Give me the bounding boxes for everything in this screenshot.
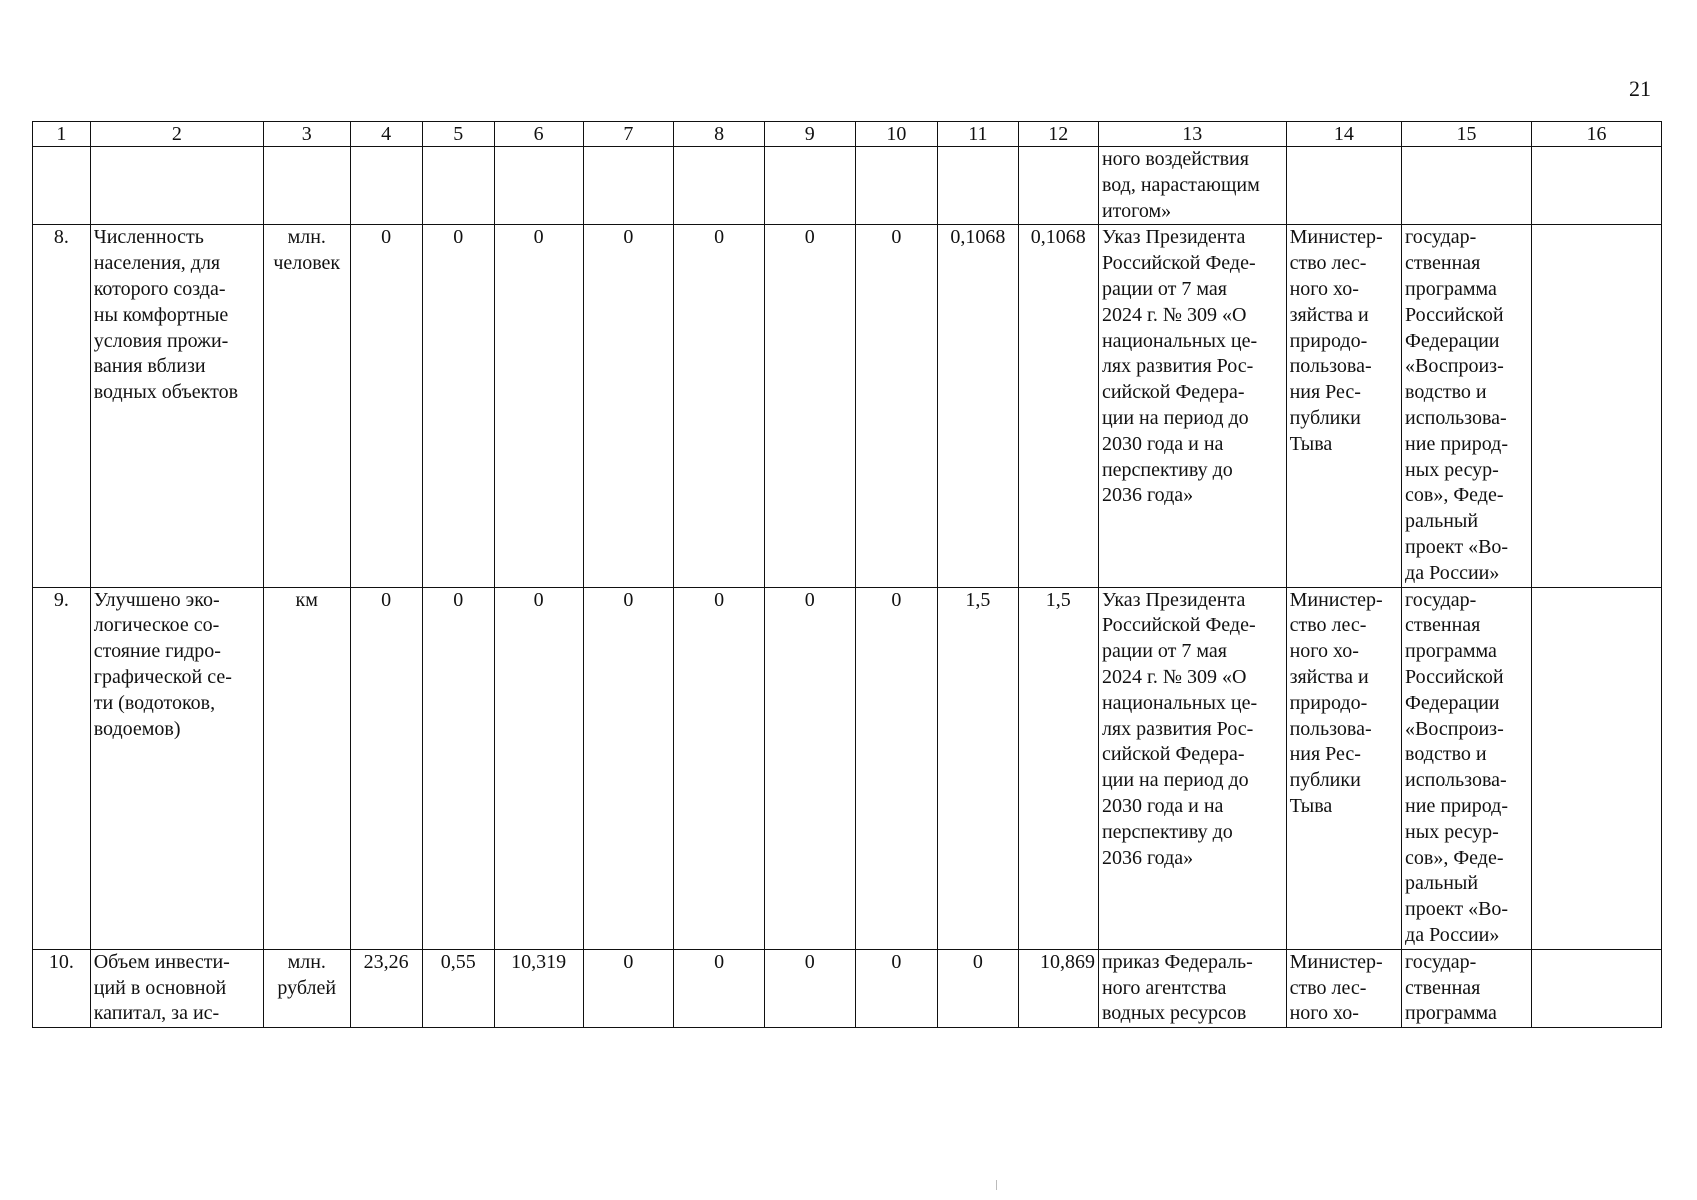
scan-artifact-mark [996,1180,997,1190]
column-header-6: 6 [494,122,583,147]
unit-cell: км [263,587,350,949]
unit-cell [263,147,350,225]
value-cell-col12: 0,1068 [1018,225,1098,587]
value-cell-col7: 0 [583,225,674,587]
value-cell-col9 [764,147,855,225]
column-header-11: 11 [938,122,1018,147]
column-header-15: 15 [1402,122,1532,147]
row-number-cell: 10. [33,949,91,1027]
column-header-9: 9 [764,122,855,147]
value-cell-col4: 23,26 [350,949,422,1027]
value-cell-col4 [350,147,422,225]
basis-document-cell: Указ Президента Российской Феде- рации от 7 мая 2024 г. № 309 «О национальных це- лях развития Рос- сийской Федера- ции на период до 2030 года и на перспективу до 2036 года» [1098,225,1286,587]
table-row-9 [33,587,1662,949]
value-cell-col9: 0 [764,587,855,949]
row-number-cell: 9. [33,587,91,949]
program-link-cell [1402,147,1532,225]
column-header-8: 8 [674,122,765,147]
note-cell [1531,587,1661,949]
value-cell-col11: 1,5 [938,587,1018,949]
column-header-5: 5 [422,122,494,147]
value-cell-col5: 0 [422,225,494,587]
program-link-cell: государ- ственная программа Российской Федерации «Воспроиз- водство и использова- ние природ- ных ресур- сов», Феде- ральный проект «Во- да России» [1402,587,1532,949]
value-cell-col5: 0,55 [422,949,494,1027]
value-cell-col10: 0 [855,225,937,587]
basis-document-cell: Указ Президента Российской Феде- рации от 7 мая 2024 г. № 309 «О национальных це- лях развития Рос- сийской Федера- ции на период до 2030 года и на перспективу до 2036 года» [1098,587,1286,949]
value-cell-col10: 0 [855,949,937,1027]
indicator-name-cell: Численность населения, для которого созда- ны комфортные условия прожи- вания вблизи водных объектов [90,225,263,587]
value-cell-col5 [422,147,494,225]
value-cell-col9: 0 [764,949,855,1027]
note-cell [1531,147,1661,225]
value-cell-col6: 0 [494,587,583,949]
value-cell-col11: 0,1068 [938,225,1018,587]
value-cell-col6 [494,147,583,225]
column-header-13: 13 [1098,122,1286,147]
responsible-body-cell: Министер- ство лес- ного хо- [1286,949,1401,1027]
indicator-name-cell: Улучшено эко- логическое со- стояние гидро- графической се- ти (водотоков, водоемов) [90,587,263,949]
value-cell-col12 [1018,147,1098,225]
column-header-1: 1 [33,122,91,147]
value-cell-col10 [855,147,937,225]
value-cell-col8: 0 [674,225,765,587]
indicators-table [32,121,1662,1028]
value-cell-col12: 10,869 [1018,949,1098,1027]
column-header-2: 2 [90,122,263,147]
responsible-body-cell [1286,147,1401,225]
value-cell-col6: 0 [494,225,583,587]
responsible-body-cell: Министер- ство лес- ного хо- зяйства и природо- пользова- ния Рес- публики Тыва [1286,587,1401,949]
column-header-3: 3 [263,122,350,147]
column-header-14: 14 [1286,122,1401,147]
value-cell-col4: 0 [350,225,422,587]
basis-document-cell: приказ Федераль- ного агентства водных ресурсов [1098,949,1286,1027]
page-number: 21 [1629,76,1651,101]
unit-cell: млн. рублей [263,949,350,1027]
value-cell-col8: 0 [674,587,765,949]
note-cell [1531,225,1661,587]
column-number-header-row [33,122,1662,147]
value-cell-col10: 0 [855,587,937,949]
note-cell [1531,949,1661,1027]
value-cell-col5: 0 [422,587,494,949]
column-header-10: 10 [855,122,937,147]
value-cell-col6: 10,319 [494,949,583,1027]
basis-document-cell: ного воздействия вод, нарастающим итогом» [1098,147,1286,225]
column-header-4: 4 [350,122,422,147]
table-row-8 [33,225,1662,587]
value-cell-col12: 1,5 [1018,587,1098,949]
program-link-cell: государ- ственная программа Российской Федерации «Воспроиз- водство и использова- ние природ- ных ресур- сов», Феде- ральный проект «Во- да России» [1402,225,1532,587]
unit-cell: млн. человек [263,225,350,587]
row-number-cell [33,147,91,225]
value-cell-col7: 0 [583,587,674,949]
value-cell-col11 [938,147,1018,225]
value-cell-col8: 0 [674,949,765,1027]
program-link-cell: государ- ственная программа [1402,949,1532,1027]
value-cell-col4: 0 [350,587,422,949]
value-cell-col7: 0 [583,949,674,1027]
table-row-continuation [33,147,1662,225]
value-cell-col11: 0 [938,949,1018,1027]
column-header-7: 7 [583,122,674,147]
value-cell-col9: 0 [764,225,855,587]
row-number-cell: 8. [33,225,91,587]
table-row-10 [33,949,1662,1027]
indicator-name-cell [90,147,263,225]
indicator-name-cell: Объем инвести- ций в основной капитал, за ис- [90,949,263,1027]
column-header-12: 12 [1018,122,1098,147]
value-cell-col7 [583,147,674,225]
column-header-16: 16 [1531,122,1661,147]
value-cell-col8 [674,147,765,225]
responsible-body-cell: Министер- ство лес- ного хо- зяйства и природо- пользова- ния Рес- публики Тыва [1286,225,1401,587]
